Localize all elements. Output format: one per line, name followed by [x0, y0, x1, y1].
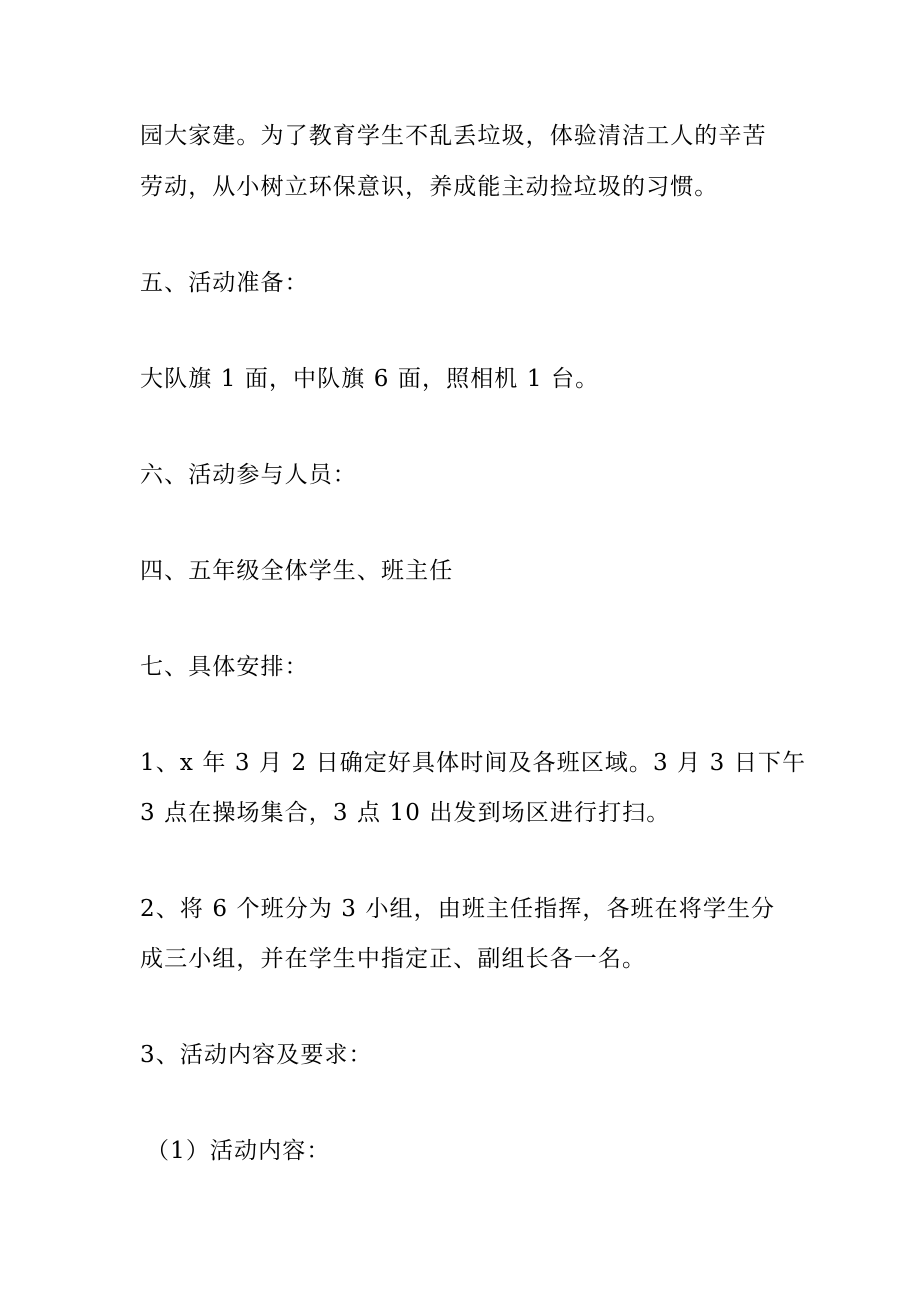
arrangement-item-1-line-2: 3 点在操场集合，3 点 10 出发到场区进行打扫。 [140, 800, 671, 826]
section-heading-preparation: 五、活动准备： [140, 270, 309, 296]
paragraph-line-1: 园大家建。为了教育学生不乱丢垃圾，体验清洁工人的辛苦 [140, 123, 767, 149]
arrangement-item-1-line-1: 1、x 年 3 月 2 日确定好具体时间及各班区域。3 月 3 日下午 [140, 750, 807, 776]
arrangement-item-2-line-1: 2、将 6 个班分为 3 小组，由班主任指挥，各班在将学生分 [140, 896, 776, 922]
preparation-text: 大队旗 1 面，中队旗 6 面，照相机 1 台。 [140, 366, 600, 392]
paragraph-line-2: 劳动，从小树立环保意识，养成能主动捡垃圾的习惯。 [140, 174, 719, 200]
section-heading-arrangement: 七、具体安排： [140, 654, 309, 680]
participants-text: 四、五年级全体学生、班主任 [140, 558, 454, 584]
activity-content-heading: （1）活动内容： [146, 1138, 331, 1164]
arrangement-item-2-line-2: 成三小组，并在学生中指定正、副组长各一名。 [140, 946, 647, 972]
arrangement-item-3: 3、活动内容及要求： [140, 1042, 373, 1068]
section-heading-participants: 六、活动参与人员： [140, 462, 357, 488]
